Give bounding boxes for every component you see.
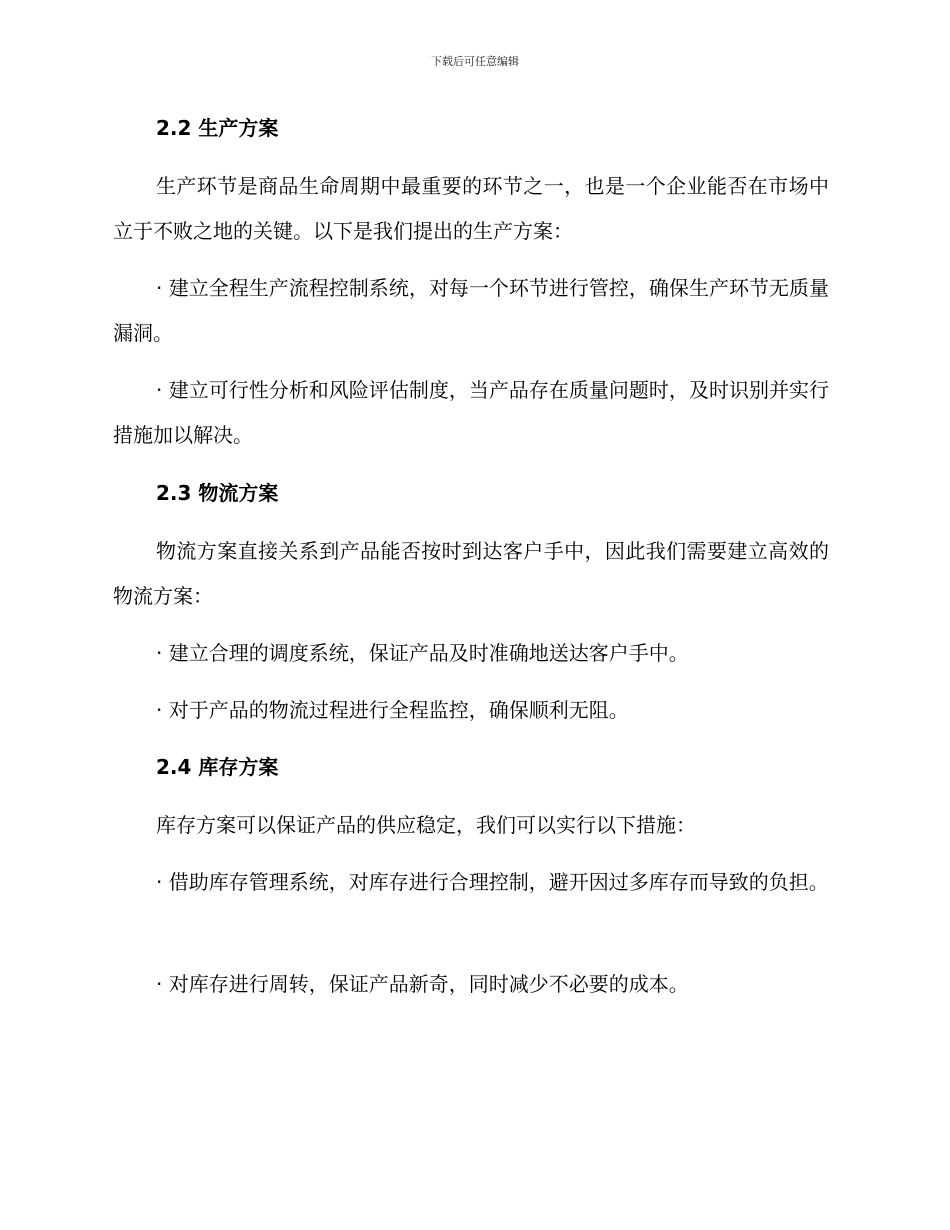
section-heading-2-3: 2.3 物流方案 xyxy=(156,481,279,505)
paragraph-logistics-intro: 物流方案直接关系到产品能否按时到达客户手中，因此我们需要建立高效的物流方案： xyxy=(113,539,829,608)
list-item-production-control: · 建立全程生产流程控制系统，对每一个环节进行管控，确保生产环节无质量漏洞。 xyxy=(113,276,829,345)
paragraph-inventory-intro: 库存方案可以保证产品的供应稳定，我们可以实行以下措施： xyxy=(156,813,696,837)
list-item-dispatch-system: · 建立合理的调度系统，保证产品及时准确地送达客户手中。 xyxy=(156,641,689,665)
paragraph-production-intro: 生产环节是商品生命周期中最重要的环节之一，也是一个企业能否在市场中立于不败之地的关键。以下是我们提出的生产方案： xyxy=(113,174,829,243)
list-item-inventory-turnover: · 对库存进行周转，保证产品新奇，同时减少不必要的成本。 xyxy=(156,972,689,996)
list-item-logistics-monitoring: · 对于产品的物流过程进行全程监控，确保顺利无阻。 xyxy=(156,698,629,722)
list-item-risk-assessment: · 建立可行性分析和风险评估制度，当产品存在质量问题时，及时识别并实行措施加以解决。 xyxy=(113,378,829,447)
section-heading-2-4: 2.4 库存方案 xyxy=(156,755,279,779)
list-item-inventory-system: · 借助库存管理系统，对库存进行合理控制，避开因过多库存而导致的负担。 xyxy=(156,870,829,894)
page-header-note: 下载后可任意编辑 xyxy=(431,55,519,68)
section-heading-2-2: 2.2 生产方案 xyxy=(156,116,279,140)
